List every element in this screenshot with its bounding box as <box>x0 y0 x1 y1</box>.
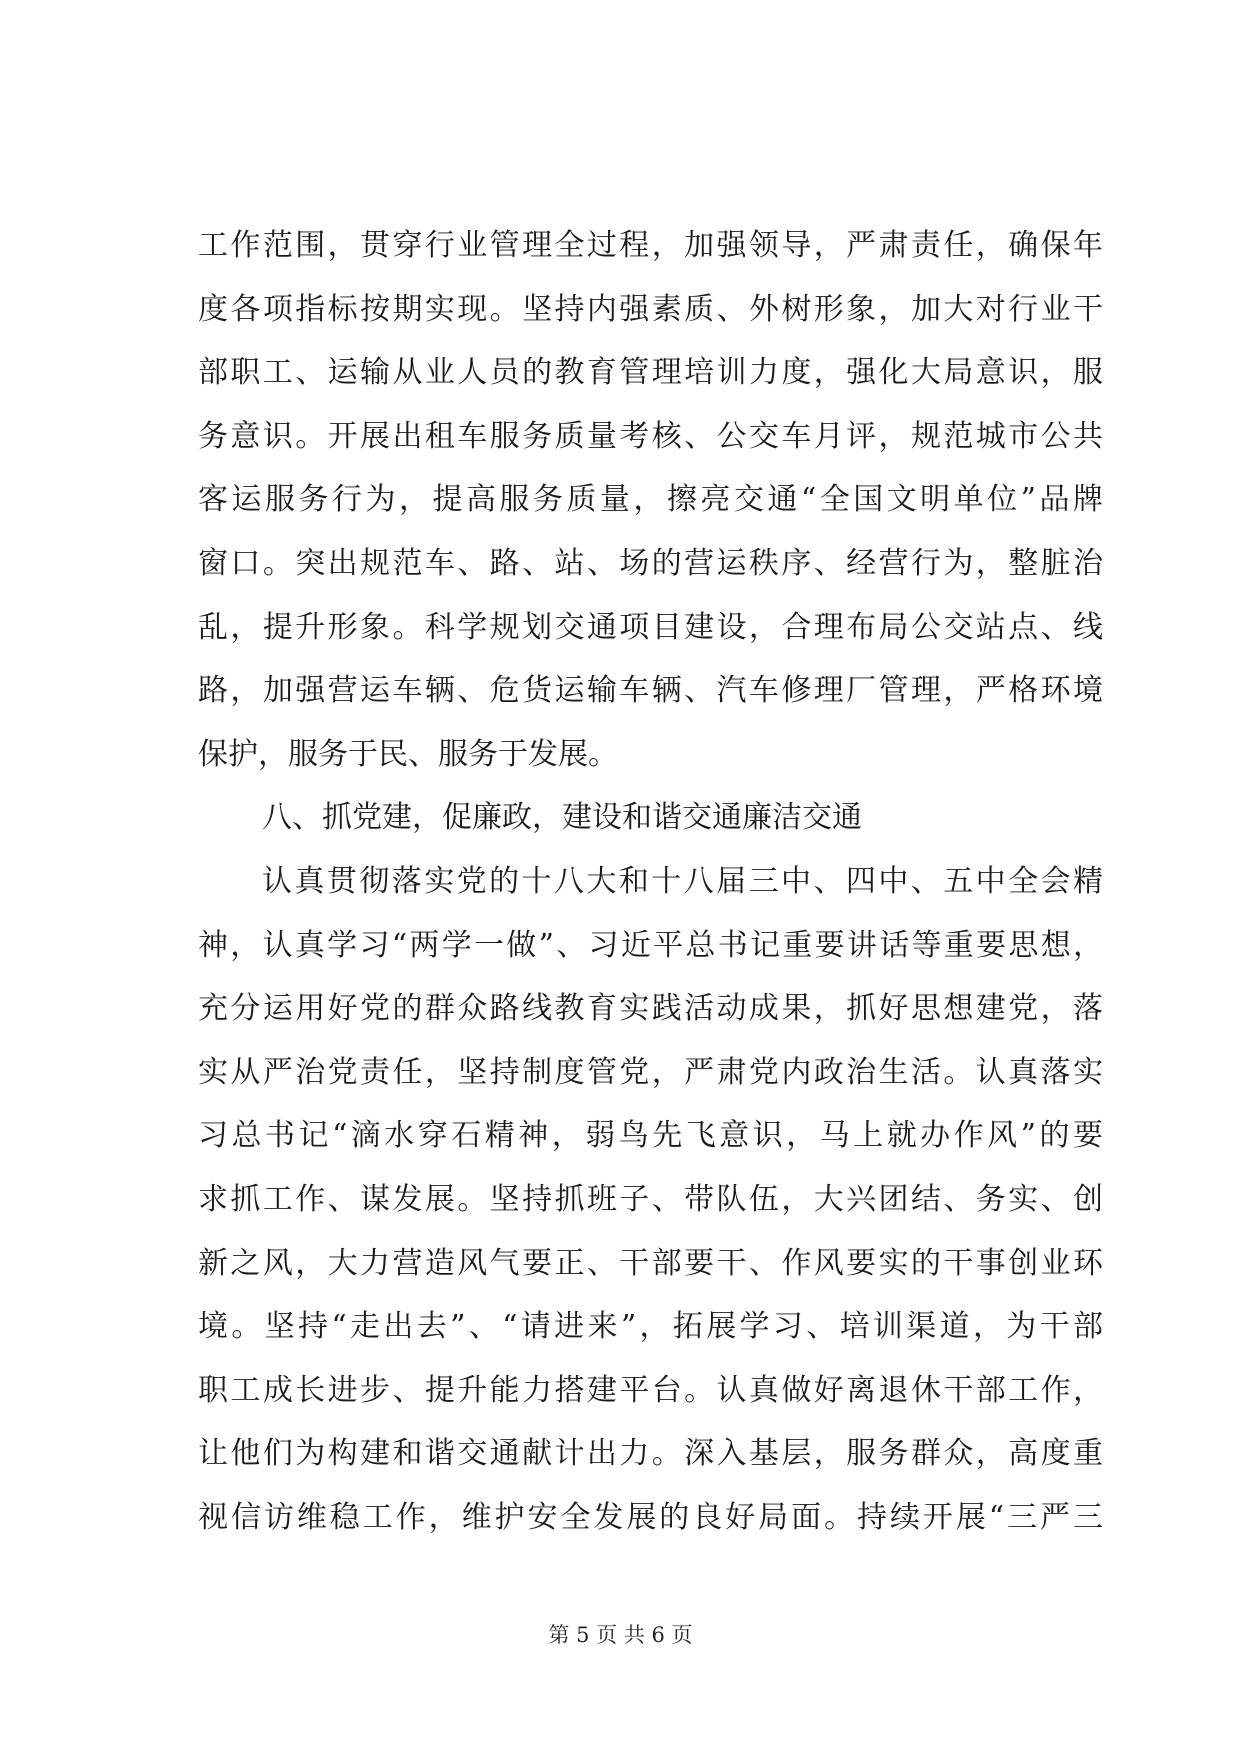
text-line: 工作范围，贯穿行业管理全过程，加强领导，严肃责任，确保年 <box>198 228 1103 263</box>
text-line: 乱，提升形象。科学规划交通项目建设，合理布局公交站点、线 <box>198 609 1103 645</box>
text-line: 求抓工作、谋发展。坚持抓班子、带队伍，大兴团结、务实、创 <box>198 1181 1103 1217</box>
text-line: 充分运用好党的群众路线教育实践活动成果，抓好思想建党，落 <box>198 991 1103 1027</box>
text-line: 部职工、运输从业人员的教育管理培训力度，强化大局意识，服 <box>198 355 1103 391</box>
text-line: 路，加强营运车辆、危货运输车辆、汽车修理厂管理，严格环境 <box>198 673 1103 709</box>
text-line: 务意识。开展出租车服务质量考核、公交车月评，规范城市公共 <box>198 418 1103 454</box>
page-footer: 第 5 页 共 6 页 <box>548 1623 693 1647</box>
text-line: 境。坚持“走出去”、“请进来”，拓展学习、培训渠道，为干部 <box>198 1309 1103 1345</box>
text-line: 职工成长进步、提升能力搭建平台。认真做好离退休干部工作， <box>198 1372 1103 1408</box>
text-line: 神，认真学习“两学一做”、习近平总书记重要讲话等重要思想， <box>198 927 1103 963</box>
text-line: 习总书记“滴水穿石精神，弱鸟先飞意识，马上就办作风”的要 <box>198 1118 1103 1154</box>
body-text <box>198 228 1103 1563</box>
text-line: 客运服务行为，提高服务质量，擦亮交通“全国文明单位”品牌 <box>198 482 1103 518</box>
text-line: 视信访维稳工作，维护安全发展的良好局面。持续开展“三严三 <box>198 1499 1103 1535</box>
text-line: 让他们为构建和谐交通献计出力。深入基层，服务群众，高度重 <box>198 1436 1103 1472</box>
text-line: 度各项指标按期实现。坚持内强素质、外树形象，加大对行业干 <box>198 291 1103 327</box>
text-line: 保护，服务于民、服务于发展。 <box>198 736 618 772</box>
text-line: 认真贯彻落实党的十八大和十八届三中、四中、五中全会精 <box>262 863 1103 899</box>
section-heading: 八、抓党建，促廉政，建设和谐交通廉洁交通 <box>262 800 862 836</box>
text-line: 窗口。突出规范车、路、站、场的营运秩序、经营行为，整脏治 <box>198 545 1103 581</box>
text-line: 新之风，大力营造风气要正、干部要干、作风要实的干事创业环 <box>198 1245 1103 1281</box>
text-line: 实从严治党责任，坚持制度管党，严肃党内政治生活。认真落实 <box>198 1054 1103 1090</box>
